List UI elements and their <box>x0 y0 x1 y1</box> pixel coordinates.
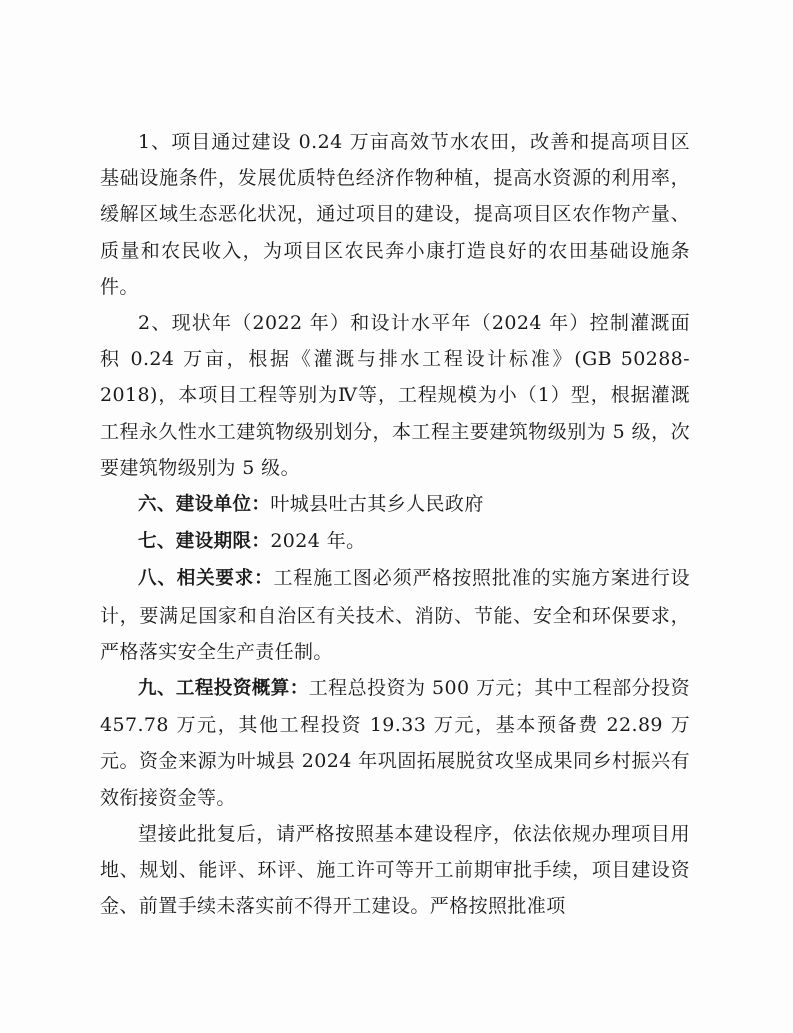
section-heading: 九、工程投资概算： <box>138 678 309 700</box>
section-text: 2024 年。 <box>270 530 366 553</box>
section-construction-period <box>100 523 690 560</box>
section-text: 工程总投资为 500 万元；其中工程部分投资 457.78 万元，其他工程投资 19.33 万元，基本预备费 22.89 万元。资金来源为叶城县 2024 年巩固拓展脱贫攻坚成果同乡村振兴有效衔接资金等。 <box>100 677 690 809</box>
section-heading: 六、建设单位： <box>138 494 271 516</box>
section-heading: 八、相关要求： <box>138 568 274 590</box>
section-text: 叶城县吐古其乡人民政府 <box>270 493 484 516</box>
paragraph-text: 2、现状年（2022 年）和设计水平年（2024 年）控制灌溉面积 0.24 万亩，根据《灌溉与排水工程设计标准》(GB 50288-2018)，本项目工程等别为Ⅳ等，工程规模为小（1）型，根据灌溉工程永久性水工建筑物级别划分，本工程主要建筑物级别为 5 级，次要建筑物级别为 5 级。 <box>100 312 690 479</box>
section-investment-estimate <box>100 670 690 816</box>
section-construction-unit <box>100 486 690 523</box>
paragraph-text: 望接此批复后，请严格按照基本建设程序，依法依规办理项目用地、规划、能评、环评、施工许可等开工前期审批手续，项目建设资金、前置手续未落实前不得开工建设。严格按照批准项 <box>100 822 690 918</box>
section-heading: 七、建设期限： <box>138 531 271 553</box>
paragraph-text: 1、项目通过建设 0.24 万亩高效节水农田，改善和提高项目区基础设施条件，发展优质特色经济作物种植，提高水资源的利用率，缓解区域生态恶化状况，通过项目的建设，提高项目区农作物产量、质量和农民收入，为项目区农民奔小康打造良好的农田基础设施条件。 <box>100 131 690 298</box>
section-requirements <box>100 560 690 670</box>
paragraph-item-1 <box>100 124 690 305</box>
document-body <box>100 124 690 924</box>
section-text: 工程施工图必须严格按照批准的实施方案进行设计，要满足国家和自治区有关技术、消防、节能、安全和环保要求，严格落实安全生产责任制。 <box>100 567 690 663</box>
paragraph-closing <box>100 816 690 925</box>
paragraph-item-2 <box>100 305 690 486</box>
